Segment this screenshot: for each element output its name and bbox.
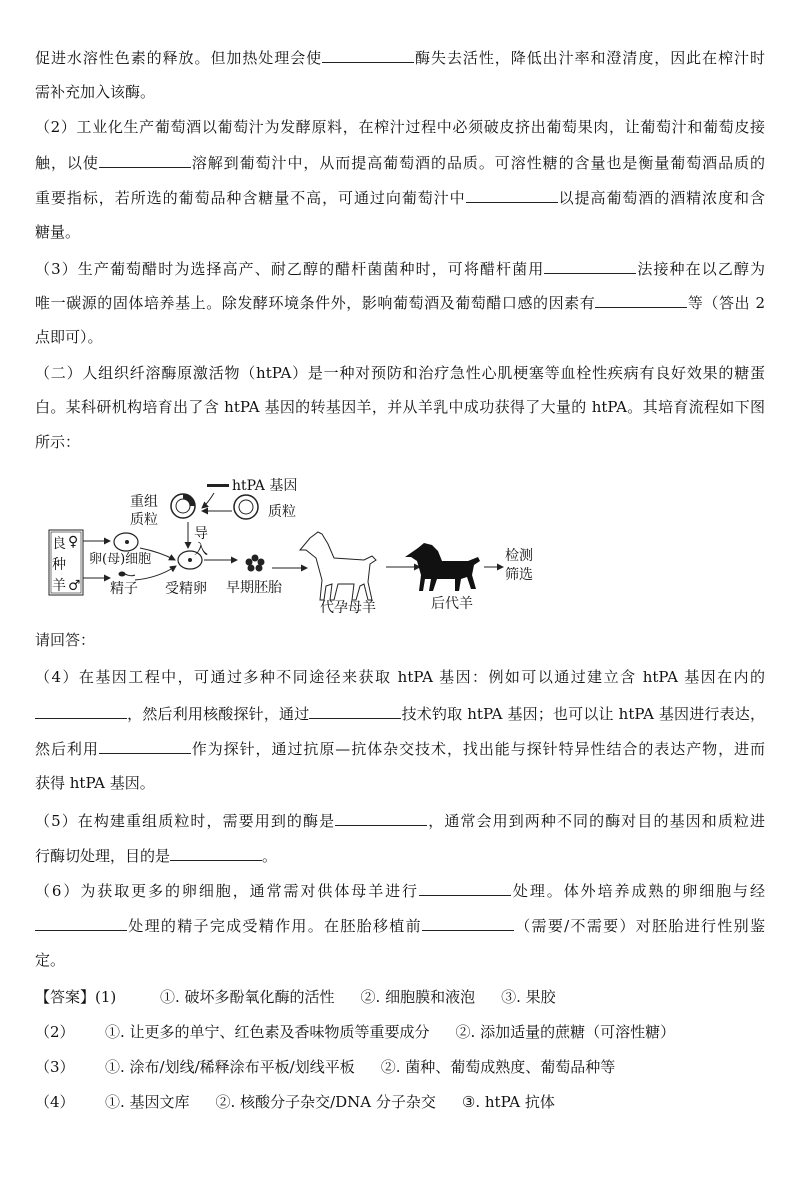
- text-line: [35, 327, 765, 347]
- text-segment: 然后利用: [35, 740, 99, 758]
- offspring-label: 后代羊: [431, 596, 473, 612]
- answer-blank[interactable]: [595, 292, 687, 308]
- answer-blank[interactable]: [170, 845, 262, 861]
- text-line: [35, 915, 765, 936]
- text-line: [35, 703, 765, 724]
- transgenic-goat-flow-diagram: [0, 460, 560, 620]
- text-line: [35, 47, 765, 68]
- male-symbol: ♂: [68, 578, 81, 594]
- text-line: [35, 82, 765, 102]
- answer-item: ②. 添加适量的蔗糖（可溶性糖）: [455, 1023, 676, 1041]
- text-segment: 重要指标，若所选的葡萄品种含糖量不高，可通过向葡萄汁中: [35, 189, 466, 207]
- gene-label: htPA 基因: [232, 478, 298, 494]
- text-line: [35, 152, 765, 173]
- answer-item: ③. 果胶: [501, 988, 556, 1006]
- recombinant-plasmid-label-1: 重组: [130, 494, 158, 510]
- answer-blank[interactable]: [99, 738, 191, 754]
- text-segment: 酶失去活性，降低出汁率和澄清度，因此在榨汁时: [414, 49, 765, 67]
- embryo-icon: [246, 555, 265, 572]
- answer-blank[interactable]: [335, 810, 427, 826]
- answer-row: [35, 987, 582, 1007]
- text-line: [35, 432, 765, 452]
- answer-blank[interactable]: [99, 152, 191, 168]
- text-segment: （5）在构建重组质粒时，需要用到的酶是: [35, 812, 336, 830]
- text-segment: （3）生产葡萄醋时为选择高产、耐乙醇的醋杆菌菌种时，可将醋杆菌用: [35, 260, 545, 278]
- answer-row: [35, 1092, 581, 1112]
- text-segment: 行酶切处理，目的是: [35, 847, 171, 865]
- zygote-label: 受精卵: [165, 581, 207, 597]
- answer-blank[interactable]: [422, 915, 514, 931]
- text-line: [35, 397, 765, 417]
- text-line: [35, 950, 765, 970]
- answer-blank[interactable]: [35, 703, 127, 719]
- text-segment: （4）在基因工程中，可通过多种不同途径来获取 htPA 基因：例如可以通过建立含 htPA 基因在内的: [35, 668, 765, 686]
- answer-label: 【答案】(1): [35, 988, 117, 1006]
- source-label-1: 良: [52, 536, 66, 552]
- text-line: [35, 810, 765, 831]
- answer-item: ②. 菌种、葡萄成熟度、葡萄品种等: [380, 1058, 616, 1076]
- text-segment: 点即可）。: [35, 328, 103, 346]
- text-segment: 请回答：: [35, 631, 96, 649]
- answer-item: ①. 基因文库: [105, 1093, 190, 1111]
- text-line: [35, 630, 765, 650]
- screen-label-2: 筛选: [505, 567, 533, 583]
- text-line: [35, 292, 765, 313]
- text-segment: 溶解到葡萄汁中，从而提高葡萄酒的品质。可溶性糖的含量也是衡量葡萄酒品质的: [190, 154, 765, 172]
- text-segment: （二）人组织纤溶酶原激活物（htPA）是一种对预防和治疗急性心肌梗塞等血栓性疾病有良好效果的糖蛋: [35, 364, 765, 382]
- text-segment: 定。: [35, 951, 66, 969]
- answer-item: ②. 核酸分子杂交/DNA 分子杂交: [215, 1093, 436, 1111]
- text-line: [35, 222, 765, 242]
- answer-row: [35, 1022, 701, 1042]
- answer-blank[interactable]: [544, 258, 636, 274]
- text-segment: （需要/不需要）对胚胎进行性别鉴: [513, 917, 765, 935]
- answer-item: ③. htPA 抗体: [461, 1093, 555, 1111]
- answer-blank[interactable]: [35, 915, 127, 931]
- htpa-gene-bar-icon: [207, 484, 229, 487]
- text-line: [35, 258, 765, 279]
- text-segment: 。: [262, 847, 278, 865]
- recombinant-plasmid-label-2: 质粒: [130, 512, 158, 528]
- plasmid-label: 质粒: [268, 504, 296, 520]
- text-line: [35, 363, 765, 383]
- import-label-2: 入: [194, 542, 208, 558]
- text-segment: 白。某科研机构培育出了含 htPA 基因的转基因羊，并从羊乳中成功获得了大量的 htPA。其培育流程如下图: [35, 398, 765, 416]
- answer-label: （4）: [35, 1093, 75, 1111]
- embryo-label: 早期胚胎: [226, 580, 282, 596]
- text-segment: 等（答出 2: [687, 294, 765, 312]
- egg-cell-icon: [114, 533, 138, 551]
- plasmid-icon: [234, 495, 258, 519]
- text-segment: ，然后利用核酸探针，通过: [127, 705, 310, 723]
- source-label-2: 种: [52, 557, 66, 573]
- surrogate-label: 代孕母羊: [320, 600, 376, 616]
- answer-blank[interactable]: [466, 187, 558, 203]
- import-label-1: 导: [194, 526, 208, 542]
- answer-item: ①. 涂布/划线/稀释涂布平板/划线平板: [105, 1058, 355, 1076]
- text-line: [35, 773, 765, 793]
- text-segment: 促进水溶性色素的释放。但加热处理会使: [35, 49, 323, 67]
- egg-label: 卵(母)细胞: [89, 552, 152, 567]
- text-line: [35, 738, 765, 759]
- answer-row: [35, 1057, 641, 1077]
- text-segment: 以提高葡萄酒的酒精浓度和含: [557, 189, 765, 207]
- answer-blank[interactable]: [419, 880, 511, 896]
- text-segment: 触，以使: [35, 154, 99, 172]
- answer-item: ②. 细胞膜和液泡: [360, 988, 476, 1006]
- text-line: [35, 667, 765, 687]
- text-line: [35, 845, 765, 866]
- text-segment: 作为探针，通过抗原—抗体杂交技术，找出能与探针特异性结合的表达产物，进而: [190, 740, 765, 758]
- text-segment: （6）为获取更多的卵细胞，通常需对供体母羊进行: [35, 882, 419, 900]
- sperm-icon: [119, 572, 136, 577]
- answer-item: ①. 让更多的单宁、红色素及香味物质等重要成分: [105, 1023, 430, 1041]
- text-segment: 法接种在以乙醇为: [636, 260, 765, 278]
- text-segment: 处理的精子完成受精作用。在胚胎移植前: [127, 917, 422, 935]
- source-label-3: 羊: [52, 578, 66, 594]
- text-segment: ，通常会用到两种不同的酶对目的基因和质粒进: [427, 812, 765, 830]
- answer-item: ①. 破坏多酚氧化酶的活性: [160, 988, 335, 1006]
- answer-label: （3）: [35, 1058, 75, 1076]
- text-segment: 处理。体外培养成熟的卵细胞与经: [511, 882, 765, 900]
- text-segment: 需补充加入该酶。: [35, 83, 156, 101]
- female-symbol: ♀: [68, 534, 79, 550]
- answer-label: （2）: [35, 1023, 75, 1041]
- screen-label-1: 检测: [505, 548, 533, 564]
- answer-blank[interactable]: [309, 703, 401, 719]
- text-segment: 唯一碳源的固体培养基上。除发酵环境条件外，影响葡萄酒及葡萄醋口感的因素有: [35, 294, 596, 312]
- answer-blank[interactable]: [322, 47, 414, 63]
- text-segment: 糖量。: [35, 223, 81, 241]
- text-segment: 技术钓取 htPA 基因；也可以让 htPA 基因进行表达，: [401, 705, 765, 723]
- recombinant-plasmid-icon: [171, 494, 195, 518]
- text-segment: 所示：: [35, 433, 81, 451]
- text-line: [35, 187, 765, 208]
- surrogate-goat-icon: [300, 532, 376, 600]
- text-line: [35, 880, 765, 901]
- text-segment: 获得 htPA 基因。: [35, 774, 155, 792]
- sperm-label: 精子: [110, 581, 138, 597]
- text-segment: （2）工业化生产葡萄酒以葡萄汁为发酵原料，在榨汁过程中必须破皮挤出葡萄果肉，让葡萄汁和葡萄皮接: [35, 118, 765, 136]
- text-line: [35, 117, 765, 137]
